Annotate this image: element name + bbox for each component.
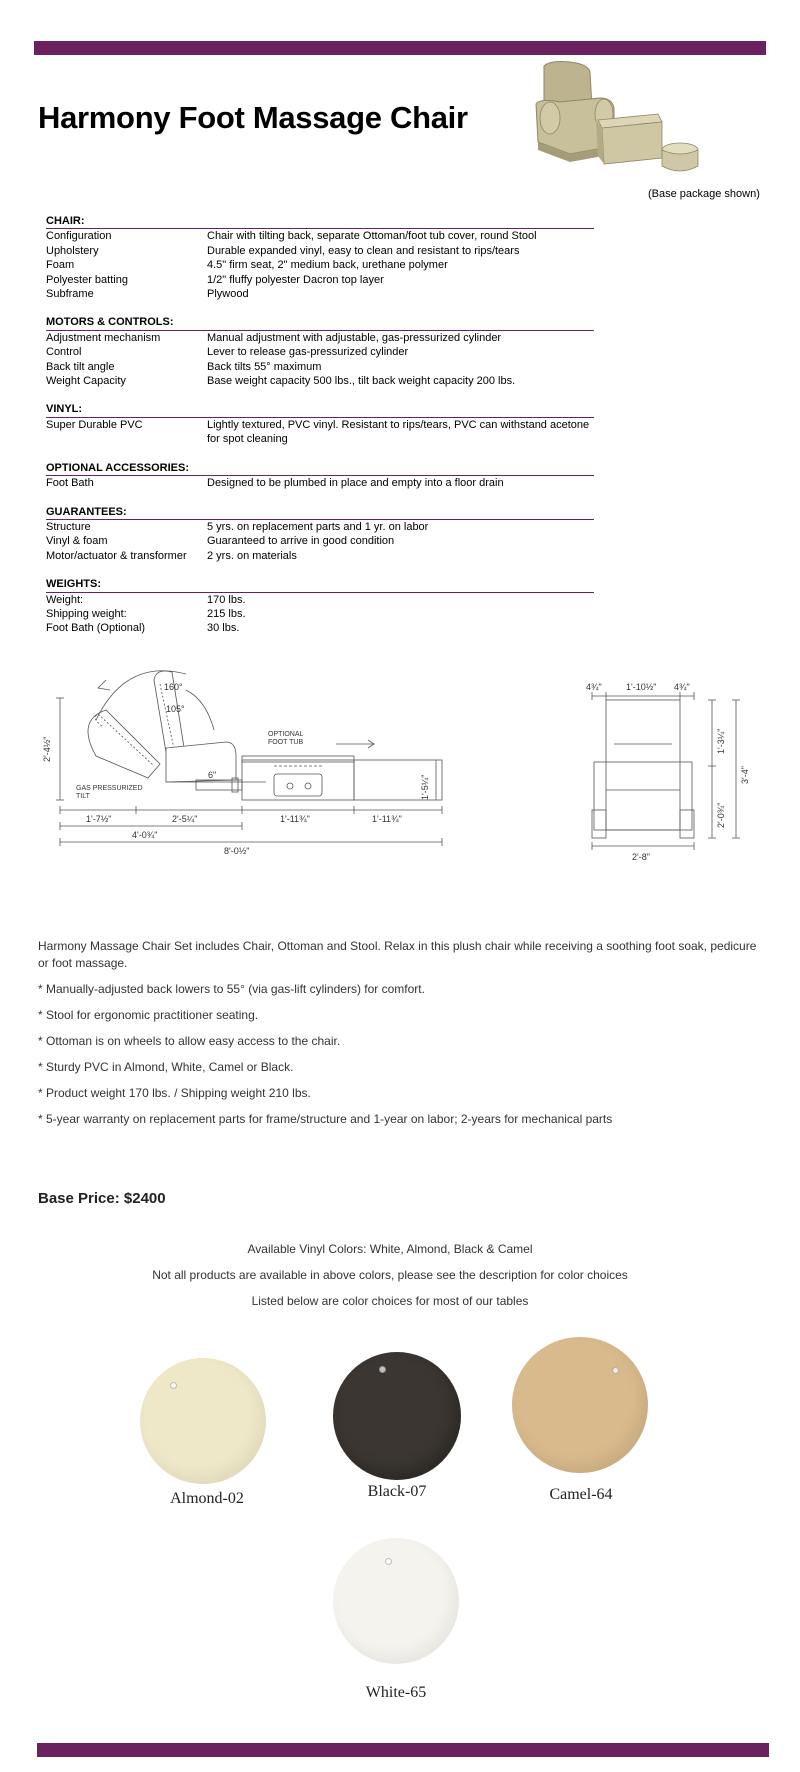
spec-value: 4.5" firm seat, 2" medium back, urethane polymer [207, 259, 448, 272]
spec-key: Super Durable PVC [46, 418, 143, 431]
seat-height-label: 6" [208, 770, 217, 780]
spec-section-heading: MOTORS & CONTROLS: [46, 315, 594, 330]
swatch-camel [512, 1337, 648, 1473]
spec-key: Weight: [46, 593, 84, 606]
front-bottom-label: 2'-8" [632, 852, 650, 862]
spec-value: 215 lbs. [207, 607, 246, 620]
height-left-label: 2'-4½" [42, 736, 52, 762]
swatch-label-white: White-65 [365, 1684, 427, 1701]
angle-160-label: 160° [164, 682, 183, 692]
spec-section-heading: VINYL: [46, 402, 594, 417]
spec-section-heading: OPTIONAL ACCESSORIES: [46, 461, 594, 476]
description-intro: Harmony Massage Chair Set includes Chair, Ottoman and Stool. Relax in this plush chair while receiving a soothing foot soak, pedicure or foot massage. [38, 939, 757, 970]
spec-row [46, 534, 594, 548]
ottoman-height-label: 1'-5¼" [420, 774, 430, 800]
spec-row [46, 244, 594, 258]
dim-5-label: 4'-0¾" [132, 830, 158, 840]
spec-section [46, 402, 594, 446]
bullet-4: * Sturdy PVC in Almond, White, Camel or Black. [38, 1060, 294, 1074]
color-note-2: Not all products are available in above colors, please see the description for color choices [152, 1268, 628, 1282]
swatch-label-almond: Almond-02 [170, 1490, 244, 1507]
swatch-almond [140, 1358, 266, 1484]
spec-section [46, 577, 594, 636]
spec-section-heading: WEIGHTS: [46, 577, 594, 592]
spec-key: Configuration [46, 230, 112, 243]
optional-label-1: OPTIONAL [268, 731, 304, 738]
spec-value: Plywood [207, 288, 249, 301]
bullet-2: * Stool for ergonomic practitioner seating. [38, 1008, 259, 1022]
spec-key: Polyester batting [46, 273, 128, 286]
spec-row [46, 258, 594, 272]
front-right-total-label: 3'-4" [740, 766, 750, 784]
spec-row [46, 593, 594, 607]
spec-section [46, 505, 594, 564]
front-top-mid-label: 1'-10½" [626, 682, 657, 692]
spec-key: Control [46, 346, 82, 359]
spec-value: 170 lbs. [207, 593, 246, 606]
spec-row [46, 287, 594, 301]
page-title: Harmony Foot Massage Chair [38, 100, 468, 135]
spec-row [46, 345, 594, 359]
spec-row [46, 229, 594, 243]
spec-row [46, 520, 594, 534]
spec-key: Foot Bath (Optional) [46, 622, 146, 635]
spec-key: Vinyl & foam [46, 535, 108, 548]
swatch-hole [612, 1367, 619, 1374]
spec-key: Weight Capacity [46, 375, 126, 388]
optional-label-2: FOOT TUB [268, 739, 304, 746]
spec-value: Designed to be plumbed in place and empty into a floor drain [207, 477, 504, 490]
spec-value: Durable expanded vinyl, easy to clean and resistant to rips/tears [207, 244, 520, 257]
footer-bar [37, 1743, 769, 1757]
spec-value: Base weight capacity 500 lbs., tilt back weight capacity 200 lbs. [207, 375, 516, 388]
ottoman-illustration [596, 114, 662, 164]
swatch-hole [170, 1382, 177, 1389]
spec-section [46, 214, 594, 301]
spec-key: Back tilt angle [46, 360, 115, 373]
dim-3-label: 1'-11¾" [280, 814, 310, 824]
spec-row [46, 418, 594, 447]
spec-row [46, 621, 594, 635]
dim-1-label: 1'-7½" [86, 814, 112, 824]
spec-value: Lightly textured, PVC vinyl. Resistant to rips/tears, PVC can withstand acetone for spot cleaning [207, 418, 590, 446]
bullet-5: * Product weight 170 lbs. / Shipping weight 210 lbs. [38, 1086, 311, 1100]
spec-row [46, 607, 594, 621]
spec-key: Shipping weight: [46, 607, 127, 620]
spec-row [46, 331, 594, 345]
bullet-1: * Manually-adjusted back lowers to 55° (via gas-lift cylinders) for comfort. [38, 982, 425, 996]
spec-section [46, 315, 594, 388]
spec-value: Back tilts 55° maximum [207, 360, 322, 373]
angle-105-label: 105° [166, 704, 185, 714]
spec-value: Manual adjustment with adjustable, gas-pressurized cylinder [207, 331, 502, 344]
dim-2-label: 2'-5¼" [172, 814, 198, 824]
front-top-right-label: 4¾" [674, 682, 690, 692]
gas-label-2: TILT [76, 793, 90, 800]
spec-value: Chair with tilting back, separate Ottoman/foot tub cover, round Stool [207, 230, 537, 243]
spec-value: 1/2" fluffy polyester Dacron top layer [207, 273, 384, 286]
spec-row [46, 476, 594, 490]
spec-key: Subframe [46, 288, 94, 301]
swatch-black [333, 1352, 461, 1480]
color-note-3: Listed below are color choices for most of our tables [251, 1294, 529, 1308]
swatch-label-camel: Camel-64 [549, 1486, 613, 1503]
front-top-left-label: 4¾" [586, 682, 602, 692]
spec-section-heading: GUARANTEES: [46, 505, 594, 520]
spec-table [46, 214, 594, 650]
spec-value: Lever to release gas-pressurized cylinder [207, 346, 409, 359]
gas-label-1: GAS PRESSURIZED [76, 785, 143, 792]
swatch-label-black: Black-07 [367, 1483, 427, 1500]
bullet-3: * Ottoman is on wheels to allow easy access to the chair. [38, 1034, 341, 1048]
swatch-hole [385, 1558, 392, 1565]
description [38, 938, 758, 1137]
dim-4-label: 1'-11¾" [372, 814, 402, 824]
technical-drawing [36, 660, 750, 880]
spec-section [46, 461, 594, 491]
dim-total-label: 8'-0½" [224, 846, 250, 856]
color-note-1: Available Vinyl Colors: White, Almond, Black & Camel [247, 1242, 533, 1256]
spec-key: Foam [46, 259, 75, 272]
spec-key: Upholstery [46, 244, 99, 257]
product-image [530, 58, 710, 178]
spec-row [46, 549, 594, 563]
swatch-hole [379, 1366, 386, 1373]
front-right-2-label: 2'-0¾" [716, 802, 726, 828]
spec-row [46, 273, 594, 287]
spec-key: Motor/actuator & transformer [46, 549, 187, 562]
spec-key: Adjustment mechanism [46, 331, 161, 344]
spec-value: 30 lbs. [207, 622, 240, 635]
spec-key: Structure [46, 520, 91, 533]
header-bar [34, 41, 766, 55]
stool-illustration [662, 143, 698, 171]
spec-row [46, 360, 594, 374]
bullet-6: * 5-year warranty on replacement parts for frame/structure and 1-year on labor; 2-years for mechanical parts [38, 1112, 613, 1126]
base-price: Base Price: $2400 [38, 1190, 166, 1207]
spec-section-heading: CHAIR: [46, 214, 594, 229]
spec-key: Foot Bath [46, 477, 94, 490]
spec-value: 2 yrs. on materials [207, 549, 297, 562]
front-right-1-label: 1'-3¼" [716, 728, 726, 754]
image-caption: (Base package shown) [648, 188, 760, 200]
spec-value: Guaranteed to arrive in good condition [207, 535, 395, 548]
swatch-white [333, 1538, 459, 1664]
spec-row [46, 374, 594, 388]
spec-value: 5 yrs. on replacement parts and 1 yr. on labor [207, 520, 429, 533]
